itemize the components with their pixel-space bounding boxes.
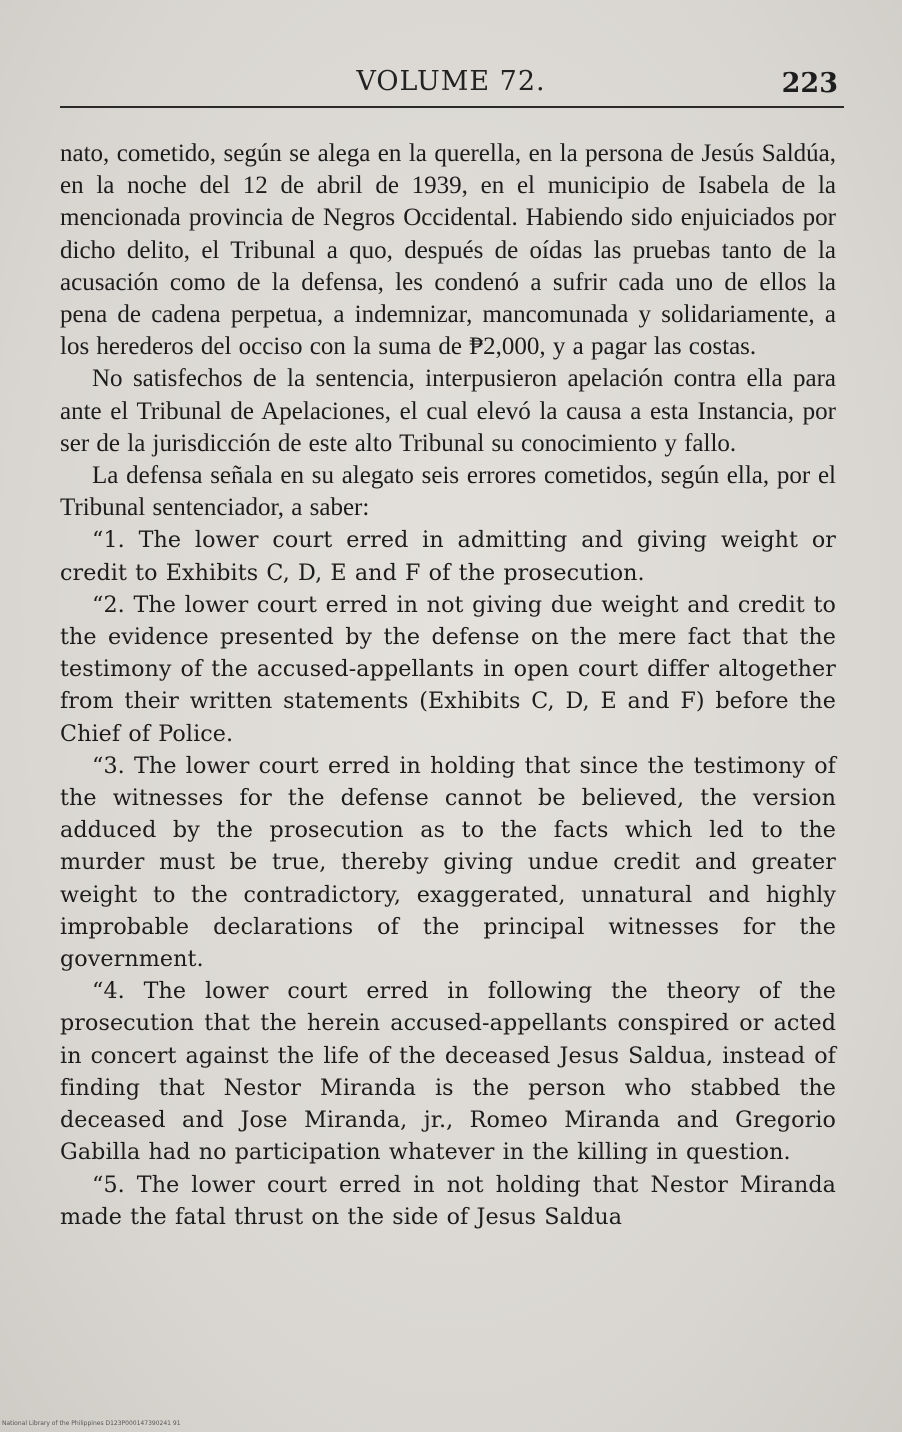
scan-footer: National Library of the Philippines D123P000147390241 91 <box>2 1420 181 1427</box>
paragraph-appeal: No satisfechos de la sentencia, interpusieron apelación contra ella para ante el Tribunal de Apelaciones, el cual elevó la causa a esta Instancia, por ser de la jurisdicción de este alto Tribunal su conocimiento y fallo. <box>60 365 836 457</box>
header-rule <box>60 106 844 108</box>
running-head-title: VOLUME 72. <box>356 66 546 97</box>
error-item-3: “3. The lower court erred in holding that since the testimony of the witnesses for the defense cannot be believed, the version adduced by the prosecution as to the facts which led to the murder must be true, thereby giving undue credit and greater weight to the contradictory, exaggerated, unnatural and highly improbable declarations of the principal witnesses for the government. <box>60 752 836 973</box>
error-item-1: “1. The lower court erred in admitting and giving weight or credit to Exhibits C, D, E and F of the prosecution. <box>60 527 836 586</box>
error-item-5: “5. The lower court erred in not holding that Nestor Miranda made the fatal thrust on the side of Jesus Saldua <box>60 1171 836 1230</box>
body-text <box>60 138 836 1233</box>
error-item-2: “2. The lower court erred in not giving due weight and credit to the evidence presented by the defense on the mere fact that the testimony of the accused-appellants in open court differ altogether from their written statements (Exhibits C, D, E and F) before the Chief of Police. <box>60 591 836 747</box>
page-header <box>60 66 842 106</box>
page-number: 223 <box>781 68 838 99</box>
paragraph-errors-intro: La defensa señala en su alegato seis errores cometidos, según ella, por el Tribunal sentenciador, a saber: <box>60 462 836 522</box>
paragraph-continuation: nato, cometido, según se alega en la querella, en la persona de Jesús Saldúa, en la noche del 12 de abril de 1939, en el municipio de Isabela de la mencionada provincia de Negros Occidental. Habiendo sido enjuiciados por dicho delito, el Tribunal a quo, después de oídas las pruebas tanto de la acusación como de la defensa, les condenó a sufrir cada uno de ellos la pena de cadena perpetua, a indemnizar, mancomunada y solidariamente, a los herederos del occiso con la suma de ₱2,000, y a pagar las costas. <box>60 140 836 361</box>
error-item-4: “4. The lower court erred in following the theory of the prosecution that the herein accused-appellants conspired or acted in concert against the life of the deceased Jesus Saldua, instead of finding that Nestor Miranda is the person who stabbed the deceased and Jose Miranda, jr., Romeo Miranda and Gregorio Gabilla had no participation whatever in the killing in question. <box>60 978 836 1166</box>
